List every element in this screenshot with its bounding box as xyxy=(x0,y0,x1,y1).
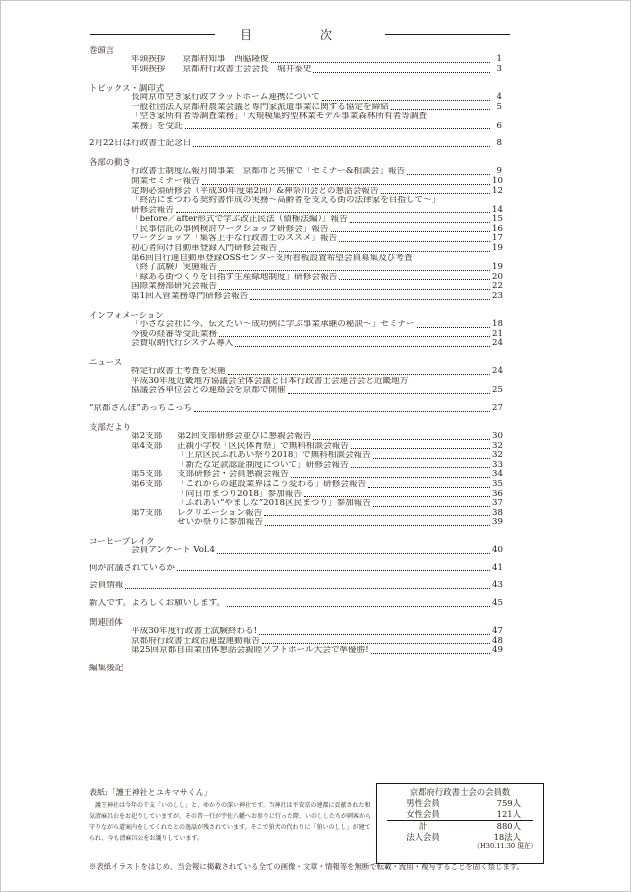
dot-leader xyxy=(271,62,490,63)
member-total-row xyxy=(377,821,543,832)
dot-leader xyxy=(417,327,490,328)
toc-entry[interactable] xyxy=(89,177,502,187)
entry-title: 「新たな定款認証制度について」研修会報告 xyxy=(177,460,349,470)
toc-entry[interactable] xyxy=(89,196,502,206)
member-value: 759人 xyxy=(496,798,521,808)
toc-entry[interactable] xyxy=(89,215,502,225)
section-heading: 巻頭言 xyxy=(89,45,115,55)
section-heading: 各部の動き xyxy=(89,156,131,167)
toc-entry[interactable] xyxy=(89,367,502,377)
member-count-date: （H30.11.30 現在） xyxy=(473,842,537,851)
page-number: 40 xyxy=(492,545,503,556)
toc-section xyxy=(89,157,502,302)
entry-title: 「ふれあい“やましな”2018区民まつり」参加報告 xyxy=(177,499,371,509)
toc-entry[interactable] xyxy=(89,377,502,387)
toc-entry[interactable] xyxy=(89,664,502,674)
entry-title: 京都府行政書士政治連盟運動報告 xyxy=(131,636,260,646)
toc-entry[interactable] xyxy=(89,93,502,103)
dot-leader xyxy=(373,458,490,459)
cover-note xyxy=(89,787,374,844)
dot-leader xyxy=(227,606,490,607)
entry-title: 第6回自行連自動車登録OSSセンター支所看板設置希望会員募集及び考査 xyxy=(131,253,413,263)
page-number: 1 xyxy=(496,54,502,65)
page-number: 3 xyxy=(496,63,502,74)
toc-entry[interactable] xyxy=(89,461,502,471)
entry-title: 国際業務部研究会報告 xyxy=(131,282,217,292)
table-of-contents xyxy=(89,45,502,673)
toc-entry[interactable] xyxy=(89,263,502,273)
page-number: 23 xyxy=(492,291,503,302)
page-number: 27 xyxy=(492,402,503,413)
entry-title: 正親小学校「区民体育祭」で無料相談会報告 xyxy=(177,441,349,451)
toc-entry[interactable] xyxy=(89,480,502,490)
dot-leader xyxy=(125,588,490,589)
page-number: 41 xyxy=(492,562,503,573)
page-number: 37 xyxy=(492,498,503,509)
dot-leader xyxy=(219,336,490,337)
dot-leader xyxy=(202,184,490,185)
page-number: 30 xyxy=(492,430,503,441)
dot-leader xyxy=(407,174,490,175)
dot-leader xyxy=(304,496,490,497)
toc-section xyxy=(89,664,502,674)
dot-leader xyxy=(288,393,490,394)
toc-entry[interactable] xyxy=(89,386,502,396)
toc-entry[interactable] xyxy=(89,167,502,177)
toc-section xyxy=(89,617,502,656)
page-number: 15 xyxy=(492,214,503,225)
toc-section xyxy=(89,310,502,349)
page-number: 49 xyxy=(492,645,503,656)
dot-leader xyxy=(250,299,490,300)
page-number: 16 xyxy=(492,223,503,234)
dot-leader xyxy=(322,100,490,101)
page-number: 25 xyxy=(492,385,503,396)
entry-title: 長岡京市空き家行政プラットホーム連携について xyxy=(131,92,320,102)
member-count-box xyxy=(376,783,544,864)
toc-entry[interactable] xyxy=(89,339,502,349)
entry-title: 「before／after形式で学ぶ改正民法（債権法編）」報告 xyxy=(131,215,348,225)
page-number: 10 xyxy=(492,175,503,186)
dot-leader xyxy=(219,270,490,271)
dot-leader xyxy=(373,506,490,507)
page-number: 4 xyxy=(496,91,502,102)
entry-title: 第1回入管業務専門研修会報告 xyxy=(131,292,249,302)
toc-entry[interactable] xyxy=(89,55,502,65)
entry-title: 「小さな会社に今、伝えたい〜成功例に学ぶ事業承継の秘訣〜」セミナー xyxy=(131,320,415,330)
page-title: 目 次 xyxy=(239,28,360,42)
page-number: 17 xyxy=(492,233,503,244)
toc-entry[interactable] xyxy=(89,254,502,264)
entry-title: 何が討議されているか xyxy=(89,563,175,573)
page-number: 48 xyxy=(492,635,503,646)
page-number: 35 xyxy=(492,478,503,489)
section-heading: コーヒーブレイク xyxy=(89,535,155,546)
entry-title: 会員情報 xyxy=(89,581,124,591)
entry-title: レクリエーション報告 xyxy=(177,508,263,518)
entry-title: 「上京区民ふれあい祭り2018」で無料相談会報告 xyxy=(177,451,371,461)
member-corp-row xyxy=(377,832,543,843)
entry-title: 今後の経審等受託業務 xyxy=(131,329,217,339)
entry-title: 業務」を受託 xyxy=(131,121,183,131)
entry-title: 「民事信託の事例検討ワークショップ研修会」報告 xyxy=(131,224,329,234)
toc-entry[interactable] xyxy=(89,320,502,330)
member-count-title: 京都府行政書士会の会員数 xyxy=(409,787,511,797)
toc-section xyxy=(89,599,502,609)
page-number: 39 xyxy=(492,517,503,528)
branch-label: 第5支部 xyxy=(131,470,163,480)
page-number: 36 xyxy=(492,488,503,499)
dot-leader xyxy=(185,128,490,129)
entry-title: 支部研修会・会員懇親会報告 xyxy=(177,470,289,480)
toc-entry[interactable] xyxy=(89,206,502,216)
toc-section xyxy=(89,357,502,396)
dot-leader xyxy=(313,439,490,440)
page-number: 24 xyxy=(492,338,503,349)
toc-entry[interactable] xyxy=(89,637,502,647)
entry-title: 平成30年度行政書士試験終わる! xyxy=(131,627,258,637)
dot-leader xyxy=(219,289,490,290)
dot-leader xyxy=(235,346,490,347)
toc-section xyxy=(89,536,502,556)
member-corp-label: 法人会員 xyxy=(406,831,440,842)
entry-title: （終了試験）実施報告 xyxy=(131,263,217,273)
branch-label: 第4支部 xyxy=(131,441,163,451)
toc-section xyxy=(89,139,502,149)
toc-entry[interactable] xyxy=(89,234,502,244)
toc-entry[interactable] xyxy=(89,139,502,149)
page-number: 45 xyxy=(492,598,503,609)
dot-leader xyxy=(194,411,490,412)
toc-entry[interactable] xyxy=(89,451,502,461)
toc-entry[interactable] xyxy=(89,330,502,340)
entry-title: 年頭挨拶 京都府行政書士会会長 堀井泰史 xyxy=(131,64,312,74)
entry-title: 平成30年度近畿地方協議会全体会議と日本行政書士会連合会と近畿地方 xyxy=(131,376,409,386)
entry-title: ワークショップ「集客上手な行政書士のススメ」報告 xyxy=(131,234,338,244)
section-heading: インフォメーション xyxy=(89,309,164,320)
dot-leader xyxy=(368,487,490,488)
page-number: 21 xyxy=(492,328,503,339)
member-row xyxy=(377,798,543,809)
page-number: 47 xyxy=(492,626,503,637)
entry-title: 新人です。よろしくお願いします。 xyxy=(89,599,226,609)
entry-title: 「緑ある街づくりを目指す生産緑地制度」研修会報告 xyxy=(131,272,338,282)
entry-title: せいか祭りに参加報告 xyxy=(177,518,263,528)
toc-entry[interactable] xyxy=(89,546,502,556)
page-number: 19 xyxy=(492,243,503,254)
dot-leader xyxy=(217,553,490,554)
entry-title: 一般社団法人京都府農業会議と専門家派遣事業に関する協定を締結 xyxy=(131,102,389,112)
toc-entry[interactable] xyxy=(89,442,502,452)
toc-entry[interactable] xyxy=(89,646,502,656)
page-number: 9 xyxy=(496,166,502,177)
entry-title: 協議会各単位会との連絡会を京都で開催 xyxy=(131,386,286,396)
dot-leader xyxy=(259,634,490,635)
branch-label: 第6支部 xyxy=(131,479,163,489)
toc-entry[interactable] xyxy=(89,65,502,75)
entry-title: 会員アンケート Vol.4 xyxy=(131,546,215,556)
dot-leader xyxy=(381,193,491,194)
dot-leader xyxy=(351,467,490,468)
dot-leader xyxy=(193,146,490,147)
section-heading: トピックス・調印式 xyxy=(89,82,164,93)
copyright-note: ※表紙イラストをはじめ、当会報に掲載されている全ての画像・文章・情報等を無断で転載・流用・複写することを固く禁じます。 xyxy=(89,862,524,871)
toc-entry[interactable] xyxy=(89,599,502,609)
dot-leader xyxy=(391,109,490,110)
dot-leader xyxy=(339,279,490,280)
dot-leader xyxy=(264,515,490,516)
entry-title: 行政書士制度広報月間事業 京都市と共催で「セミナー&相談会」報告 xyxy=(131,167,406,177)
dot-leader xyxy=(313,72,490,73)
page-number: 6 xyxy=(496,120,502,131)
toc-entry[interactable] xyxy=(89,404,502,414)
member-row xyxy=(377,809,543,820)
page-number: 34 xyxy=(492,469,503,480)
member-total-label: 計 xyxy=(418,821,428,832)
toc-entry[interactable] xyxy=(89,470,502,480)
dot-leader xyxy=(351,448,490,449)
toc-entry[interactable] xyxy=(89,282,502,292)
toc-entry[interactable] xyxy=(89,122,502,132)
toc-entry[interactable] xyxy=(89,432,502,442)
entry-title: 定期必須研修会（平成30年度第2回）&神奈川会との懇話会報告 xyxy=(131,186,379,196)
toc-entry[interactable] xyxy=(89,509,502,519)
entry-title: 初心者向け自動車登録入門研修会報告 xyxy=(131,244,278,254)
toc-section xyxy=(89,45,502,75)
entry-title: 2月22日は行政書士記念日 xyxy=(89,139,192,149)
toc-entry[interactable] xyxy=(89,244,502,254)
dot-leader xyxy=(291,477,490,478)
dot-leader xyxy=(228,374,490,375)
toc-entry[interactable] xyxy=(89,273,502,283)
entry-title: 開業セミナー報告 xyxy=(131,176,200,186)
section-heading: 関連団体 xyxy=(89,616,123,627)
entry-title: 「向日市まつり2018」参加報告 xyxy=(177,489,302,499)
dot-leader xyxy=(265,525,490,526)
dot-leader xyxy=(177,570,490,571)
page-number: 20 xyxy=(492,271,503,282)
dot-leader xyxy=(262,643,490,644)
page-number: 18 xyxy=(492,319,503,330)
member-label: 男性会員 xyxy=(406,798,440,808)
toc-entry[interactable] xyxy=(89,103,502,113)
entry-title: 編集後記 xyxy=(89,663,124,673)
page-number: 43 xyxy=(492,580,503,591)
entry-title: 第2回支部研修会並びに懇親会報告 xyxy=(177,431,312,441)
dot-leader xyxy=(339,241,490,242)
toc-section xyxy=(89,581,502,591)
toc-entry[interactable] xyxy=(89,292,502,302)
entry-title: 会費収納代行システム導入 xyxy=(131,339,234,349)
section-heading: 支部だより xyxy=(89,421,131,432)
toc-entry[interactable] xyxy=(89,581,502,591)
dot-leader xyxy=(331,231,491,232)
toc-entry[interactable] xyxy=(89,627,502,637)
cover-caption: 表紙:「護王神社とユキマサくん」 xyxy=(89,788,212,797)
member-corp-value: 18法人 xyxy=(493,831,521,842)
toc-entry[interactable] xyxy=(89,499,502,509)
toc-section xyxy=(89,564,502,574)
branch-label: 第2支部 xyxy=(131,431,163,441)
toc-title xyxy=(90,28,510,42)
entry-title: 「空き家所有者等調査業務」「大規模集約型林業モデル事業森林所有者等調査 xyxy=(131,112,428,122)
entry-title: 研修会報告 xyxy=(131,205,174,215)
entry-title: 「これからの建設業界はこう変わる」研修会報告 xyxy=(177,479,367,489)
entry-title: 「終活にまつわる契約書作成の実務〜高齢者を支える街の法律家を目指して〜」 xyxy=(131,196,441,206)
page-number: 12 xyxy=(492,185,503,196)
title-rule-right xyxy=(385,34,510,35)
page-number: 8 xyxy=(496,138,502,149)
toc-section xyxy=(89,83,502,132)
toc-entry[interactable] xyxy=(89,518,502,528)
toc-entry[interactable] xyxy=(89,564,502,574)
cover-description: 護王神社は今年の干支「いのしし」と、ゆかりの深い神社です。当神社は平安京の建都に貢献された和気清麻呂公をお祀りしていますが、その昔一行が宇佐八幡へお参りに行った際、いのししたちが刺客から守りながら道案内をしてくれたとの逸話が残されています。そこで狛犬の代わりに「狛いのしし」が建てられ、今も清麻呂公をお護りしています。 xyxy=(89,802,372,842)
member-total-value: 880人 xyxy=(496,821,521,832)
dot-leader xyxy=(350,222,490,223)
page-number: 33 xyxy=(492,459,503,470)
dot-leader xyxy=(371,653,490,654)
entry-title: 年頭挨拶 京都府知事 西脇隆俊 xyxy=(131,55,269,65)
branch-label: 第7支部 xyxy=(131,508,163,518)
toc-entry[interactable] xyxy=(89,112,502,122)
toc-entry[interactable] xyxy=(89,187,502,197)
toc-section xyxy=(89,422,502,528)
member-value: 121人 xyxy=(496,808,521,819)
page-number: 22 xyxy=(492,281,503,292)
dot-leader xyxy=(176,212,490,213)
member-label: 女性会員 xyxy=(406,808,440,819)
page-number: 24 xyxy=(492,366,503,377)
page-number: 5 xyxy=(496,101,502,112)
entry-title: “京都さんぽ”あっちこっち xyxy=(89,403,193,413)
page-number: 19 xyxy=(492,262,503,273)
toc-section xyxy=(89,404,502,414)
entry-title: 特定行政書士考査を実施 xyxy=(131,367,226,377)
dot-leader xyxy=(279,251,490,252)
toc-entry[interactable] xyxy=(89,225,502,235)
page-number: 14 xyxy=(492,204,503,215)
toc-entry[interactable] xyxy=(89,490,502,500)
page-number: 32 xyxy=(492,450,503,461)
page-number: 38 xyxy=(492,507,503,518)
section-heading: ニュース xyxy=(89,356,123,367)
entry-title: 第25回京都自由業団体懇話会親睦ソフトボール大会で準優勝! xyxy=(131,646,369,656)
page-number: 32 xyxy=(492,440,503,451)
